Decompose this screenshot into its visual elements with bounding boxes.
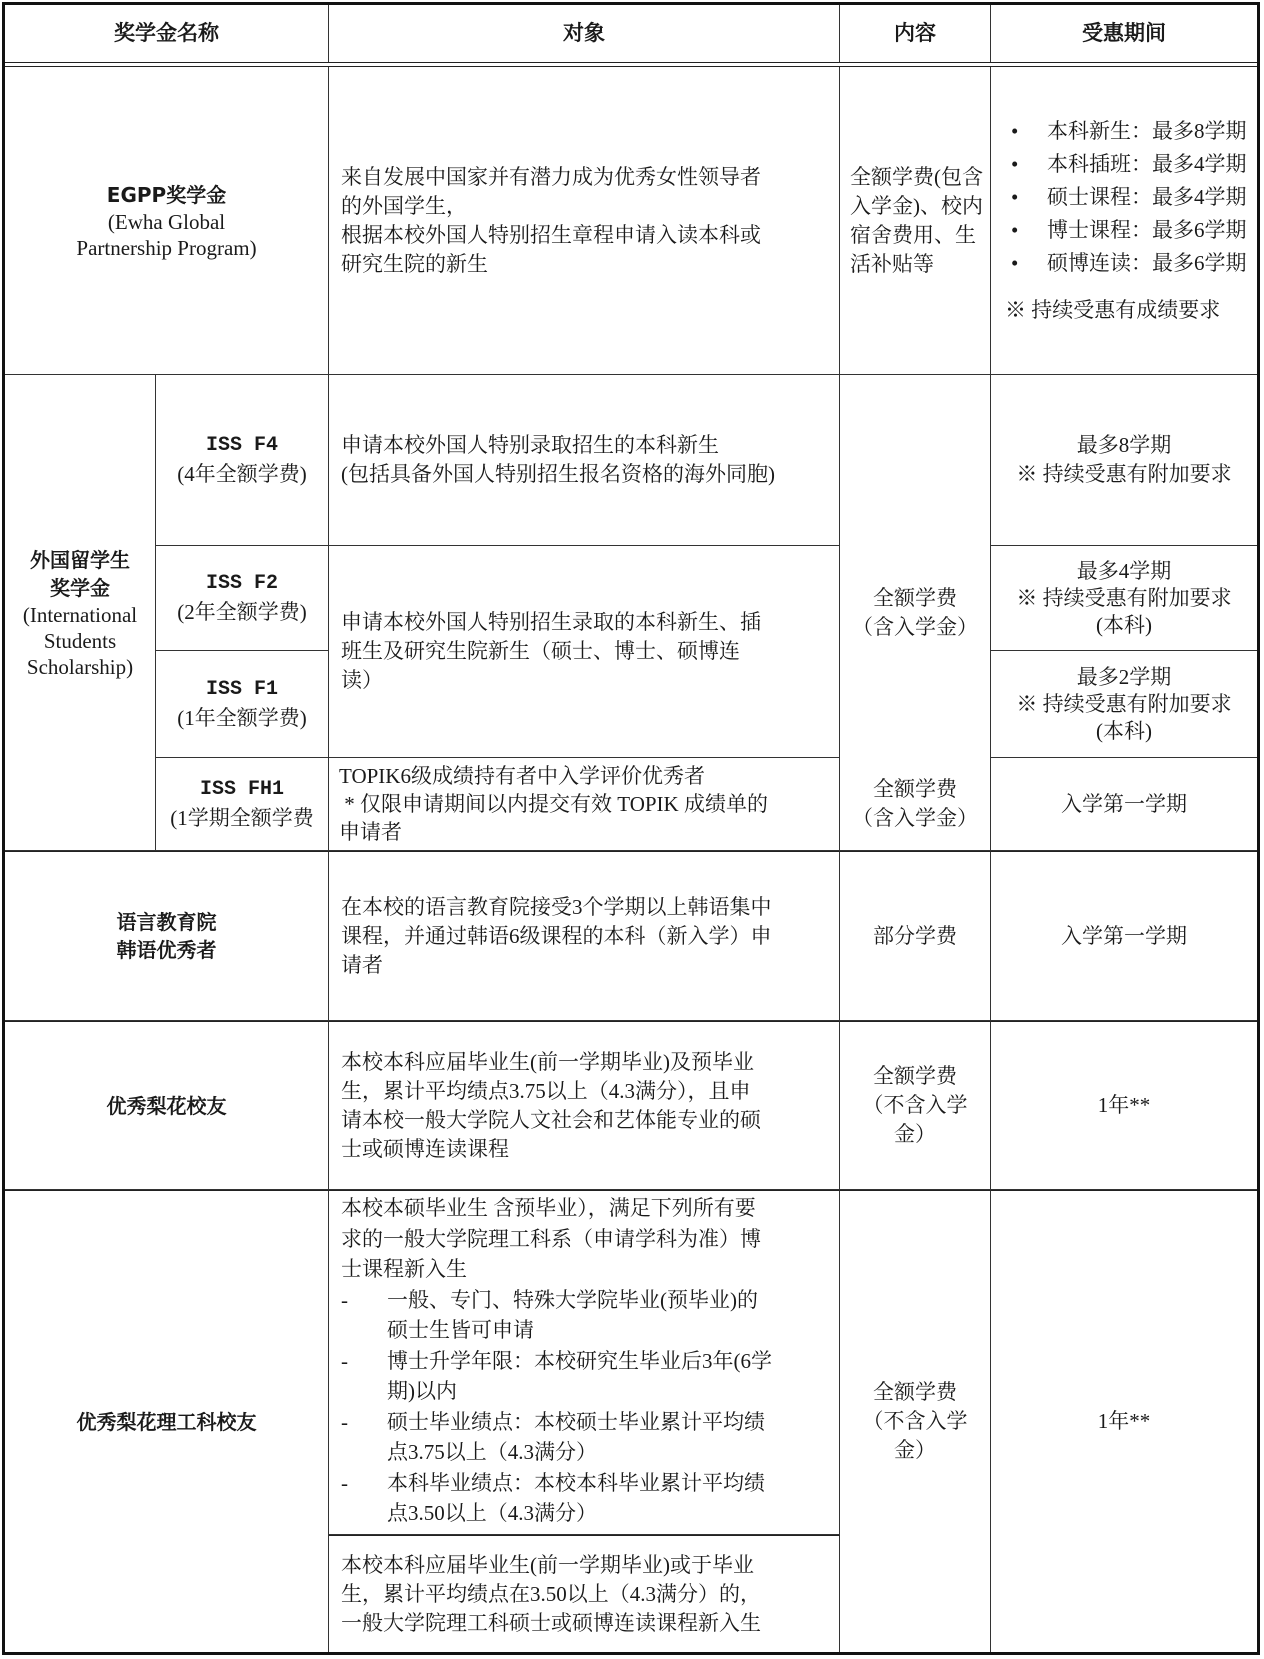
- iss-name: 奖学金: [50, 575, 110, 600]
- text-line: （不含入学: [862, 1093, 968, 1117]
- list-item: [1005, 247, 1247, 280]
- bullet-icon: •: [1011, 217, 1019, 242]
- text-line: 博士升学年限：本校研究生毕业后3年(6学: [387, 1348, 772, 1373]
- lang-name: 韩语优秀者: [116, 938, 217, 962]
- text-line: 本科插班：最多4学期: [1047, 151, 1247, 176]
- text-line: 部分学费: [873, 923, 957, 948]
- text-line: 本科毕业绩点：本校本科毕业累计平均绩: [387, 1470, 765, 1495]
- egpp-target-cell: [329, 67, 840, 375]
- text-line: 求的一般大学院理工科系（申请学科为准）博: [341, 1226, 761, 1251]
- iss-name: 外国留学生: [30, 547, 130, 572]
- iss-f1-code: ISS F1: [205, 678, 278, 701]
- list-item: [1005, 181, 1247, 214]
- text-line: 博士课程：最多6学期: [1047, 217, 1247, 242]
- text-line: (包括具备外国人特别招生报名资格的海外同胞): [341, 462, 775, 486]
- iss-fh1-target-cell: [329, 758, 840, 851]
- text-line: 本校本硕毕业生 含预毕业），满足下列所有要: [341, 1196, 756, 1220]
- text-line: 硕士生皆可申请: [387, 1318, 534, 1342]
- text-line: 申请本校外国人特别招生录取的本科新生、插: [341, 610, 761, 634]
- stem-content-cell: [840, 1190, 991, 1652]
- text-line: (本科): [1096, 718, 1152, 743]
- text-line: 入学金)、校内: [850, 193, 983, 218]
- text-line: 班生及研究生院新生（硕士、博士、硕博连: [341, 639, 740, 663]
- text-line: 全额学费: [873, 1064, 957, 1088]
- text-line: 本科新生：最多8学期: [1047, 118, 1247, 143]
- stem-period-cell: [991, 1190, 1257, 1652]
- list-item: [341, 1285, 758, 1346]
- text-line: 硕士课程：最多4学期: [1047, 184, 1247, 209]
- text-line: 金）: [894, 1122, 936, 1146]
- dash-icon: -: [341, 1348, 348, 1373]
- iss-name-cell: [5, 375, 156, 851]
- text-line: 硕士毕业绩点：本校硕士毕业累计平均绩: [387, 1409, 765, 1434]
- iss-f4-period-cell: [991, 375, 1257, 546]
- text-line: 点3.75以上（4.3满分）: [387, 1440, 597, 1464]
- text-line: 申请者: [339, 820, 402, 844]
- text-line: 宿舍费用、生: [850, 222, 976, 247]
- iss-f4-desc: (4年全额学费): [177, 462, 307, 486]
- text-line: 读）: [341, 668, 383, 692]
- alumni-period-cell: [991, 1021, 1257, 1190]
- text-line: 申请本校外国人特别录取招生的本科新生: [341, 433, 719, 457]
- text-line: 全额学费: [873, 1380, 957, 1404]
- text-line: 最多2学期: [1076, 664, 1172, 689]
- text-line: 活补贴等: [850, 251, 934, 276]
- text-line: 研究生院的新生: [341, 251, 488, 276]
- list-item: [341, 1346, 772, 1407]
- header-label: 对象: [563, 21, 605, 45]
- header-target: [329, 5, 840, 62]
- text-line: 1年**: [1097, 1093, 1151, 1117]
- text-line: 来自发展中国家并有潜力成为优秀女性领导者: [341, 164, 761, 189]
- alumni-target-cell: [329, 1021, 840, 1190]
- header-scholarship-name: [5, 5, 329, 62]
- stem-target-b-cell: [329, 1535, 840, 1652]
- alumni-name: 优秀梨花校友: [106, 1093, 227, 1118]
- text-line: 最多8学期: [1076, 433, 1172, 457]
- text-line: 请本校一般大学院人文社会和艺体能专业的硕: [341, 1107, 761, 1132]
- iss-f2-desc: (2年全额学费): [177, 600, 307, 624]
- text-line: （含入学金）: [852, 806, 978, 830]
- lang-period-cell: [991, 851, 1257, 1021]
- egpp-subname: (Ewha Global: [107, 209, 226, 234]
- iss-f4-name-cell: [156, 375, 329, 546]
- iss-f4-code: ISS F4: [205, 434, 278, 457]
- text-line: 的外国学生，: [341, 193, 467, 218]
- text-line: 生，累计平均绩点3.75以上（4.3满分），且申: [341, 1078, 751, 1103]
- text-line: 全额学费(包含: [850, 164, 983, 189]
- list-item: [1005, 148, 1247, 181]
- text-line: 士或硕博连读课程: [341, 1136, 509, 1161]
- egpp-subname: Partnership Program): [76, 235, 257, 260]
- text-line: 1年**: [1097, 1409, 1151, 1433]
- text-line: 期)以内: [387, 1379, 457, 1403]
- text-line: 最多4学期: [1076, 558, 1172, 583]
- text-line: 一般大学院理工科硕士或硕博连读课程新入生: [341, 1610, 761, 1635]
- bullet-icon: •: [1011, 184, 1019, 209]
- lang-target-cell: [329, 851, 840, 1021]
- iss-subname: Scholarship): [26, 654, 134, 679]
- lang-name-cell: [5, 851, 329, 1021]
- iss-fh1-period-cell: [991, 758, 1257, 851]
- text-line: 士课程新入生: [341, 1257, 467, 1281]
- text-line: TOPIK6级成绩持有者中入学评价优秀者: [339, 764, 705, 788]
- iss-fh1-code: ISS FH1: [199, 778, 284, 801]
- list-item: [341, 1407, 765, 1468]
- iss-f1-period-cell: [991, 651, 1257, 758]
- dash-icon: -: [341, 1470, 348, 1495]
- dash-icon: -: [341, 1287, 348, 1312]
- text-line: ※ 持续受惠有附加要求: [1016, 691, 1232, 716]
- list-item: [1005, 214, 1247, 247]
- iss-f2-name-cell: [156, 546, 329, 651]
- iss-f2-period-cell: [991, 546, 1257, 651]
- text-line: 本校本科应届毕业生(前一学期毕业)及预毕业: [341, 1049, 754, 1074]
- text-line: ※ 持续受惠有附加要求: [1016, 462, 1232, 486]
- text-line: 课程，并通过韩语6级课程的本科（新入学）申: [341, 923, 772, 948]
- egpp-name-cell: [5, 67, 329, 375]
- egpp-name: EGPP奖学金: [106, 182, 227, 207]
- text-line: 本校本科应届毕业生(前一学期毕业)或于毕业: [341, 1552, 754, 1577]
- lang-content-cell: [840, 851, 991, 1021]
- bullet-icon: •: [1011, 250, 1019, 275]
- header-label: 内容: [894, 21, 936, 45]
- stem-target-a-cell: [329, 1190, 840, 1535]
- bullet-icon: •: [1011, 151, 1019, 176]
- iss-fh1-content-cell: [840, 758, 991, 851]
- text-line: 入学第一学期: [1061, 791, 1187, 816]
- text-line: 根据本校外国人特别招生章程申请入读本科或: [341, 222, 761, 247]
- iss-f4-target-cell: [329, 375, 840, 546]
- iss-subname: (International: [22, 602, 138, 627]
- dash-icon: -: [341, 1409, 348, 1434]
- text-line: * 仅限申请期间以内提交有效 TOPIK 成绩单的: [339, 792, 768, 816]
- text-line: 生，累计平均绩点在3.50以上（4.3满分）的，: [341, 1581, 761, 1606]
- stem-name: 优秀梨花理工科校友: [76, 1409, 257, 1434]
- stem-name-cell: [5, 1190, 329, 1652]
- alumni-name-cell: [5, 1021, 329, 1190]
- text-line: 全额学费: [873, 777, 957, 801]
- text-line: （含入学金）: [852, 614, 978, 639]
- bullet-icon: •: [1011, 118, 1019, 143]
- text-line: 硕博连读：最多6学期: [1047, 250, 1247, 275]
- header-label: 奖学金名称: [114, 21, 219, 45]
- text-line: （不含入学: [862, 1409, 968, 1433]
- text-line: 金）: [894, 1438, 936, 1462]
- text-line: 入学第一学期: [1061, 923, 1187, 948]
- iss-f2f1-target-cell: [329, 546, 840, 758]
- text-line: 在本校的语言教育院接受3个学期以上韩语集中: [341, 894, 772, 919]
- text-line: 全额学费: [873, 585, 957, 610]
- egpp-content-cell: [840, 67, 991, 375]
- text-line: (本科): [1096, 612, 1152, 637]
- lang-name: 语言教育院: [116, 910, 217, 934]
- header-content: [840, 5, 991, 62]
- iss-fh1-name-cell: [156, 758, 329, 851]
- period-note: ※ 持续受惠有成绩要求: [1005, 297, 1221, 322]
- text-line: 一般、专门、特殊大学院毕业(预毕业)的: [387, 1287, 758, 1312]
- text-line: 点3.50以上（4.3满分）: [387, 1501, 597, 1525]
- text-line: ※ 持续受惠有附加要求: [1016, 585, 1232, 610]
- list-item: [1005, 115, 1247, 148]
- iss-f1-name-cell: [156, 651, 329, 758]
- iss-f2-code: ISS F2: [205, 572, 278, 595]
- header-label: 受惠期间: [1082, 21, 1166, 45]
- iss-subname: Students: [43, 628, 117, 653]
- list-item: [341, 1468, 765, 1529]
- egpp-period-cell: [991, 67, 1257, 375]
- iss-f1-desc: (1年全额学费): [177, 706, 307, 730]
- iss-fh1-desc: (1学期全额学费: [170, 806, 314, 830]
- scholarship-table: [2, 2, 1260, 1655]
- text-line: 请者: [341, 952, 383, 977]
- alumni-content-cell: [840, 1021, 991, 1190]
- header-period: [991, 5, 1257, 62]
